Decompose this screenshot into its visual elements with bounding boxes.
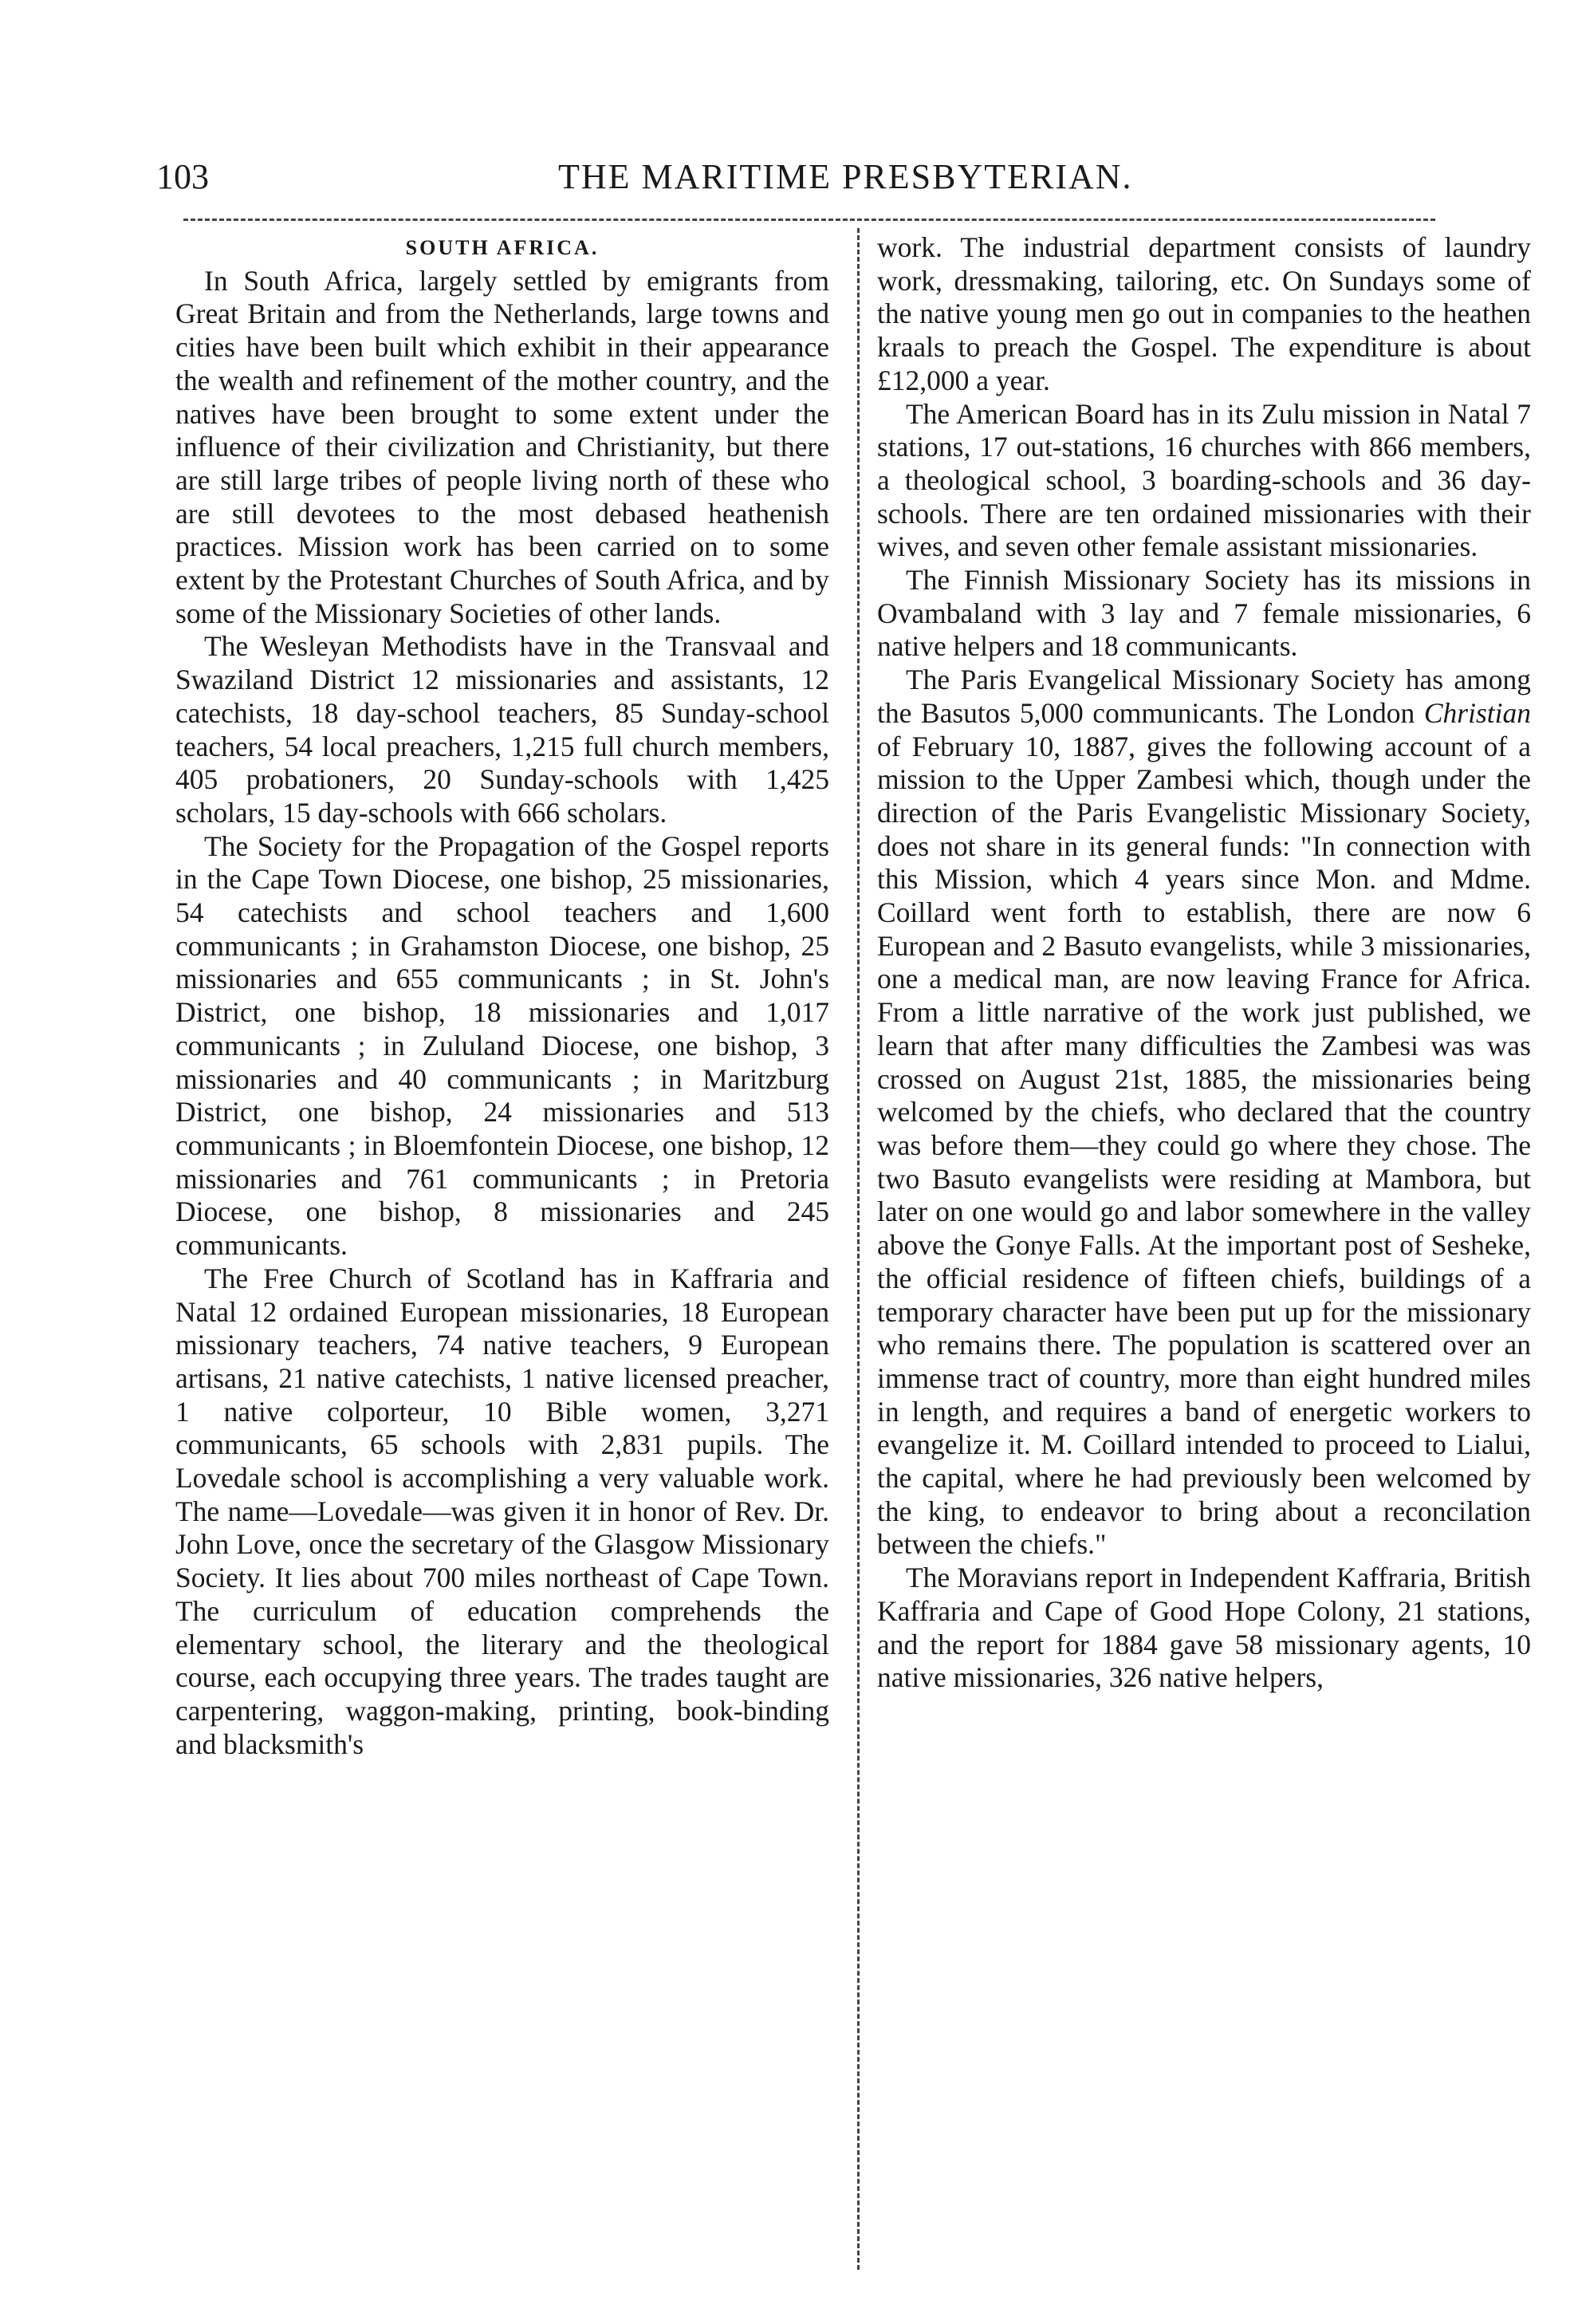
- paragraph-moravians: The Moravians report in Independent Kaffraria, British Kaffraria and Cape of Good Hope Colony, 21 stations, and the report for 1884 gave 58 missionary agents, 10 native missionaries, 326 native helpers,: [877, 1562, 1531, 1694]
- paragraph-american-board: The American Board has in its Zulu mission in Natal 7 stations, 17 out-stations, 16 churches with 866 members, a theological school, 3 boarding-schools and 36 day-schools. There are ten ordained missionaries with their wives, and seven other female assistant missionaries.: [877, 397, 1531, 563]
- left-column: [175, 231, 829, 1761]
- paragraph-paris-society: [877, 664, 1531, 1562]
- header-rule: [183, 219, 1435, 221]
- section-title: SOUTH AFRICA.: [405, 236, 600, 259]
- paris-text-after: of February 10, 1887, gives the following account of a mission to the Upper Zambesi which, though under the direction of the Paris Evangelistic Missionary Society, does not share in its general funds: "In connection with this Mission, which 4 years since Mon. and Mdme. Coillard went forth to establish, there are now 6 European and 2 Basuto evangelists, while 3 missionaries, one a medical man, are now leaving France for Africa. From a little narrative of the work just published, we learn that after many difficulties the Zambesi was was crossed on August 21st, 1885, the missionaries being welcomed by the chiefs, who declared that the country was before them—they could go where they chose. The two Basuto evangelists were residing at Mambora, but later on one would go and labor somewhere in the valley above the Gonye Falls. At the important post of Sesheke, the official residence of fifteen chiefs, buildings of a temporary character have been put up for the missionary who remains there. The population is scattered over an immense tract of country, more than eight hundred miles in length, and requires a band of energetic workers to evangelize it. M. Coillard intended to proceed to Lialui, the capital, where he had previously been welcomed by the king, to endeavor to bring about a reconcilation between the chiefs.": [877, 730, 1531, 1561]
- page-number: 103: [156, 157, 209, 196]
- paragraph-intro: In South Africa, largely settled by emigrants from Great Britain and from the Netherlands, large towns and cities have been built which exhibit in their appearance the wealth and refinement of the mother country, and the natives have been brought to some extent under the influence of their civilization and Christianity, but there are still large tribes of people living north of these who are still devotees to the most debased heathenish practices. Mission work has been carried on to some extent by the Protestant Churches of South Africa, and by some of the Missionary Societies of other lands.: [175, 264, 829, 629]
- paris-text-before: The Paris Evangelical Missionary Society has among the Basutos 5,000 communicants. The London: [877, 664, 1531, 729]
- paragraph-finnish-society: The Finnish Missionary Society has its missions in Ovambaland with 3 lay and 7 female missionaries, 6 native helpers and 18 communicants.: [877, 564, 1531, 663]
- running-title: THE MARITIME PRESBYTERIAN.: [558, 157, 1133, 196]
- column-divider: [857, 228, 860, 2270]
- paragraph-propagation-society: The Society for the Propagation of the Gospel reports in the Cape Town Diocese, one bishop, 25 missionaries, 54 catechists and school teachers and 1,600 communicants ; in Grahamston Diocese, one bishop, 25 missionaries and 655 communicants ; in St. John's District, one bishop, 18 missionaries and 1,017 communicants ; in Zululand Diocese, one bishop, 3 missionaries and 40 communicants ; in Maritzburg District, one bishop, 24 missionaries and 513 communicants ; in Bloemfontein Diocese, one bishop, 12 missionaries and 761 communicants ; in Pretoria Diocese, one bishop, 8 missionaries and 245 communicants.: [175, 829, 829, 1262]
- paragraph-free-church: The Free Church of Scotland has in Kaffraria and Natal 12 ordained European missionaries, 18 European missionary teachers, 74 native teachers, 9 European artisans, 21 native catechists, 1 native licensed preacher, 1 native colporteur, 10 Bible women, 3,271 communicants, 65 schools with 2,831 pupils. The Lovedale school is accomplishing a very valuable work. The name—Lovedale—was given it in honor of Rev. Dr. John Love, once the secretary of the Glasgow Missionary Society. It lies about 700 miles northeast of Cape Town. The curriculum of education comprehends the elementary school, the literary and the theological course, each occupying three years. The trades taught are carpentering, waggon-making, printing, book-binding and blacksmith's: [175, 1262, 829, 1760]
- paragraph-wesleyan: The Wesleyan Methodists have in the Transvaal and Swaziland District 12 missionaries and assistants, 12 catechists, 18 day-school teachers, 85 Sunday-school teachers, 54 local preachers, 1,215 full church members, 405 probationers, 20 Sunday-schools with 1,425 scholars, 15 day-schools with 666 scholars.: [175, 630, 829, 829]
- right-column: [877, 231, 1531, 1695]
- paragraph-continuation: work. The industrial department consists of laundry work, dressmaking, tailoring, etc. On Sundays some of the native young men go out in companies to the heathen kraals to preach the Gospel. The expenditure is about £12,000 a year.: [877, 231, 1531, 396]
- newspaper-title: Christian: [1423, 696, 1531, 729]
